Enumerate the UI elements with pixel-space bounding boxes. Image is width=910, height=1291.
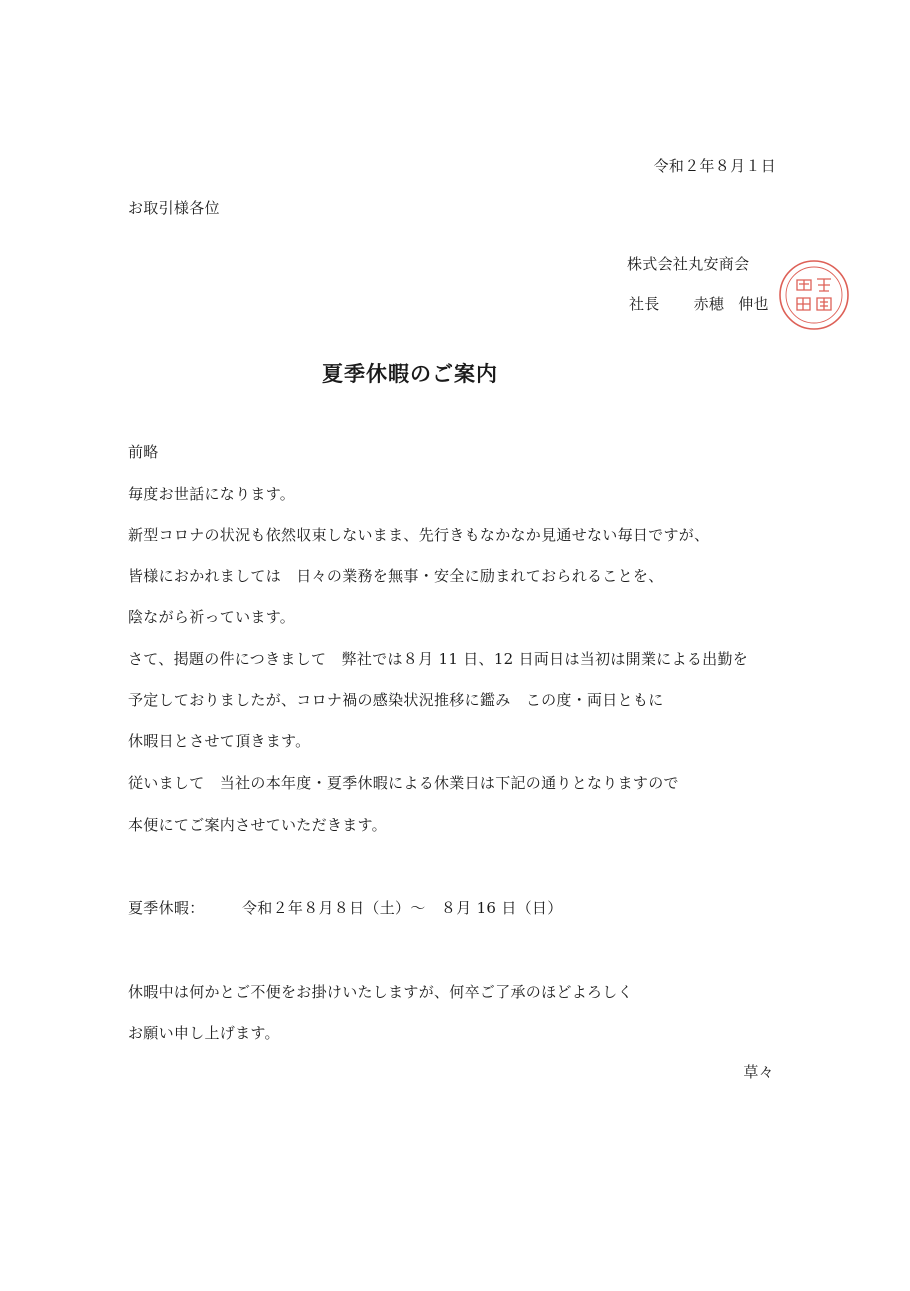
document-title: 夏季休暇のご案内: [322, 361, 498, 386]
company-name: 株式会社丸安商会: [627, 255, 750, 273]
body-line-6: 予定しておりましたが、コロナ禍の感染状況推移に鑑み この度・両日ともに: [128, 691, 664, 709]
body-line-3: 皆様におかれましては 日々の業務を無事・安全に励まれておられることを、: [128, 567, 664, 585]
recipient: お取引様各位: [128, 199, 220, 217]
holiday-label: 夏季休暇：: [128, 899, 205, 917]
letter-date: 令和２年８月１日: [653, 157, 776, 175]
body-line-1: 毎度お世話になります。: [128, 485, 296, 503]
body-line-2: 新型コロナの状況も依然収束しないまま、先行きもなかなか見通せない毎日ですが、: [128, 526, 710, 544]
holiday-period: 令和２年８月８日（土）～ ８月 16 日（日）: [242, 899, 563, 917]
body-line-8: 従いまして 当社の本年度・夏季休暇による休業日は下記の通りとなりますので: [128, 774, 679, 792]
president-given-name: 伸也: [738, 295, 769, 313]
body-line-7: 休暇日とさせて頂きます。: [128, 732, 311, 750]
body-line-9: 本便にてご案内させていただきます。: [128, 816, 387, 834]
closing-line-1: 休暇中は何かとご不便をお掛けいたしますが、何卒ご了承のほどよろしく: [128, 983, 633, 1001]
body-line-5: さて、掲題の件につきまして 弊社では８月 11 日、12 日両日は当初は開業による出勤を: [128, 650, 749, 668]
president-title: 社長: [629, 295, 660, 313]
body-line-4: 陰ながら祈っています。: [128, 608, 296, 626]
greeting: 前略: [128, 443, 159, 461]
president-signature: [629, 294, 769, 314]
closing-line-2: お願い申し上げます。: [128, 1024, 280, 1042]
president-surname: 赤穂: [693, 295, 725, 313]
company-seal: [777, 258, 851, 332]
sign-off: 草々: [743, 1063, 774, 1081]
